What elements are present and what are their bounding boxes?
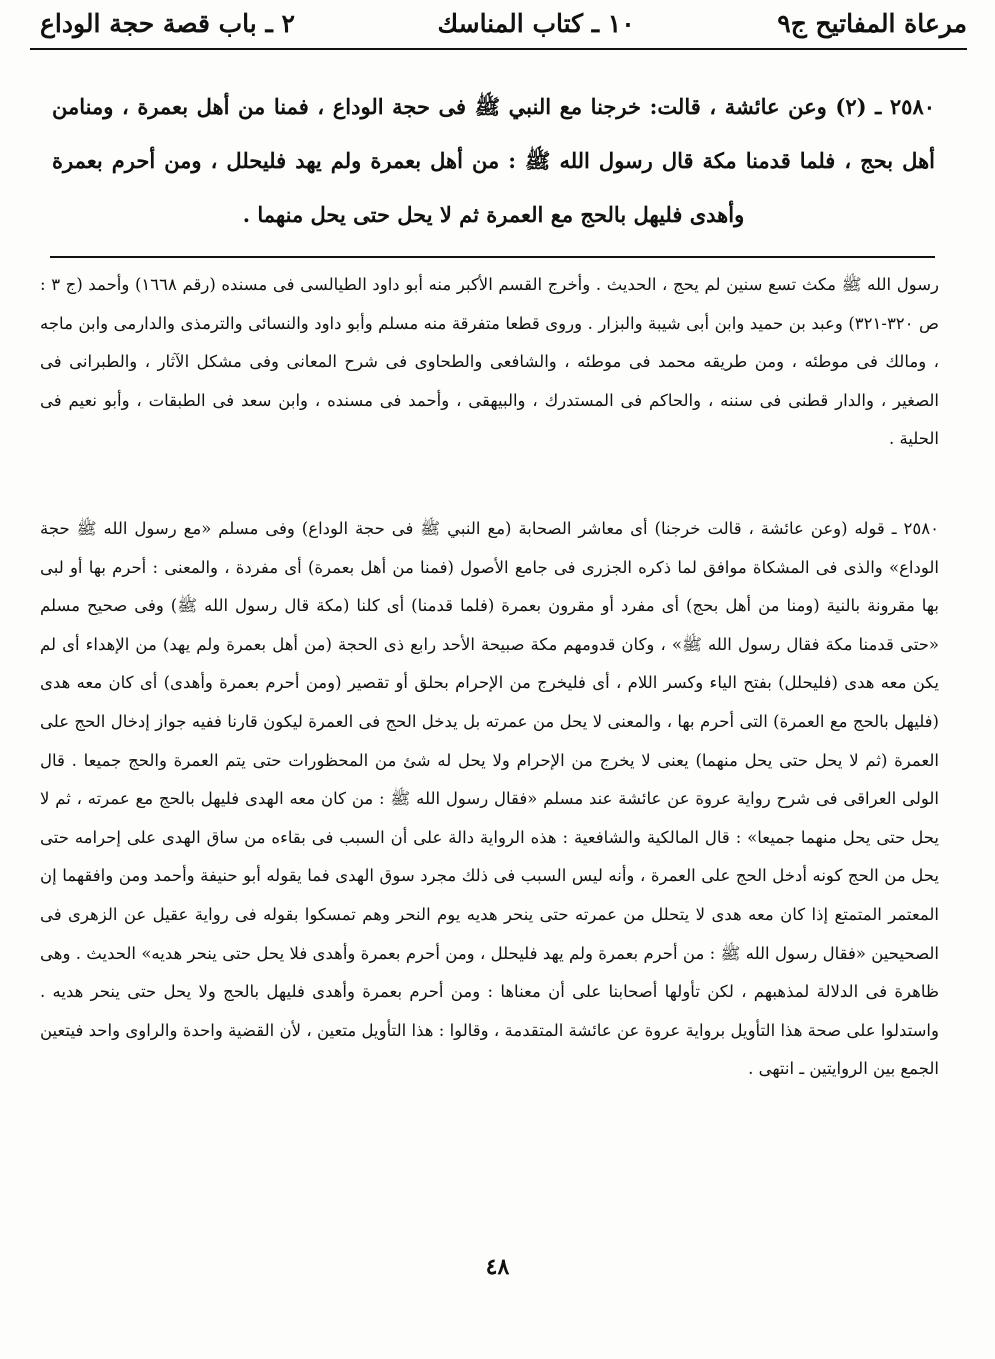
header-book-section: ١٠ ـ كتاب المناسك [437, 9, 635, 38]
takhrij-text: رسول الله ﷺ مكث تسع سنين لم يحج ، الحديث . وأخرج القسم الأكبر منه أبو داود الطيالسى فى مسنده (رقم ١٦٦٨) وأحمد (ج ٣ : ص ٣٢٠-٣٢١) وعبد بن حميد وابن أبى شيبة والبزار . وروى قطعا متفرقة منه مسلم وأبو داود والنسائى والترمذى والدارمى وابن ماجه ، ومالك فى موطئه ، ومن طريقه محمد فى موطئه ، والشافعى والطحاوى فى شرح المعانى وفى مشكل الآثار ، والطبرانى فى الصغير ، والدار قطنى فى سننه ، والحاكم فى المستدرك ، والبيهقى ، وأحمد فى مسنده ، وابن سعد فى الطبقات ، وأبو نعيم فى الحلية . [40, 275, 940, 449]
hadith-matn: ٢٥٨٠ ـ (٢) وعن عائشة ، قالت: خرجنا مع النبي ﷺ فى حجة الوداع ، فمنا من أهل بعمرة ، ومنامن أهل بحج ، فلما قدمنا مكة قال رسول الله ﷺ : من أهل بعمرة ولم يهد فليحلل ، ومن أحرم بعمرة وأهدى فليهل بالحج مع العمرة ثم لا يحل حتى يحل منهما . [52, 94, 936, 227]
running-header [40, 4, 967, 44]
header-divider [30, 48, 967, 50]
matn-divider [50, 256, 935, 258]
header-chapter: ٢ ـ باب قصة حجة الوداع [40, 9, 295, 38]
sharh-text: ٢٥٨٠ ـ قوله (وعن عائشة ، قالت خرجنا) أى معاشر الصحابة (مع النبي ﷺ فى حجة الوداع) وفى مسلم «مع رسول الله ﷺ حجة الوداع» والذى فى المشكاة موافق لما ذكره الجزرى فى جامع الأصول (فمنا من أهل بعمرة) أى مفردة ، والمعنى : أحرم بها أو لبى بها مقرونة بالنية (ومنا من أهل بحج) أى مفرد أو مقرون بعمرة (فلما قدمنا) أى كلنا (مكة قال رسول الله ﷺ) وفى صحيح مسلم «حتى قدمنا مكة فقال رسول الله ﷺ» ، وكان قدومهم مكة صبيحة الأحد رابع ذى الحجة (من أهل بعمرة ولم يهد) من الإهداء أى لم يكن معه هدى (فليحلل) بفتح الياء وكسر اللام ، أى فليخرج من الإحرام بحلق أو تقصير (ومن أحرم بعمرة وأهدى) أى كان معه هدى (فليهل بالحج مع العمرة) التى أحرم بها ، والمعنى لا يحل من عمرته بل يدخل الحج فى العمرة ليكون قارنا ففيه جواز إدخال الحج على العمرة (ثم لا يحل حتى يحل منهما) يعنى لا يخرج من الإحرام ولا يحل له شئ من المحظورات حتى يتم العمرة والحج جميعا . قال الولى العراقى فى شرح رواية عروة عن عائشة عند مسلم «فقال رسول الله ﷺ : من كان معه الهدى فليهل بالحج مع عمرته ، ثم لا يحل حتى يحل منهما جميعا» : قال المالكية والشافعية : هذه الرواية دالة على أن السبب فى بقاءه من ساق الهدى على إحرامه حتى يحل من الحج كونه أدخل الحج على العمرة ، وأنه ليس السبب فى ذلك مجرد سوق الهدى فما يقوله أبو حنيفة وأحمد ومن وافقهما إن المعتمر المتمتع إذا كان معه هدى لا يتحلل من عمرته حتى ينحر هديه يوم النحر وهم تمسكوا بقوله فى رواية عقيل عن الزهرى فى الصحيحين «فقال رسول الله ﷺ : من أحرم بعمرة ولم يهد فليحلل ، ومن أحرم بعمرة وأهدى فلا يحل حتى ينحر هديه» الحديث . وهى ظاهرة فى الدلالة لمذهبهم ، لكن تأولها أصحابنا على أن معناها : ومن أحرم بعمرة وأهدى فليهل بالحج ولا يحل حتى ينحر هديه . واستدلوا على صحة هذا التأويل برواية عروة عن عائشة المتقدمة ، وقالوا : هذا التأويل متعين ، لأن القضية واحدة والراوى واحد فيتعين الجمع بين الروايتين ـ انتهى . [40, 519, 940, 1079]
sharh-paragraph [40, 510, 939, 1089]
takhrij-paragraph [40, 266, 939, 459]
page-number: ٤٨ [485, 1254, 510, 1280]
header-book-volume: مرعاة المفاتيح ج٩ [777, 9, 967, 38]
